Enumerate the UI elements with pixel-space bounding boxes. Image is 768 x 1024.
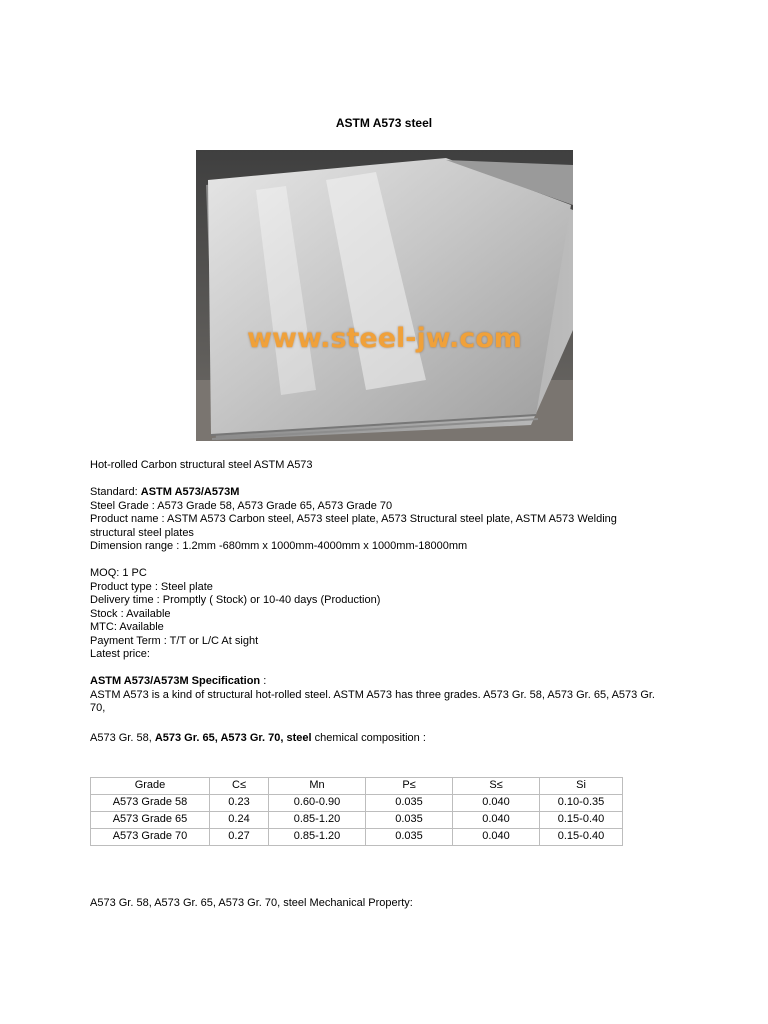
intro-text: Hot-rolled Carbon structural steel ASTM A573 (90, 459, 313, 471)
spec-line: Product name : ASTM A573 Carbon steel, A573 steel plate, A573 Structural steel plate, ASTM A573 Welding (90, 513, 617, 525)
order-info-line: Latest price: (90, 648, 150, 660)
chem-caption-bold: A573 Gr. 65, A573 Gr. 70, steel (154, 732, 312, 744)
chemical-composition-table (90, 777, 623, 846)
standard-label: Standard: (90, 486, 141, 498)
steel-plate-photo (196, 150, 573, 441)
table-cell: 0.15-0.40 (540, 829, 623, 846)
table-header-cell: Grade (91, 778, 210, 795)
table-cell: 0.035 (366, 812, 453, 829)
product-description (90, 459, 690, 746)
standard-value: ASTM A573/A573M (140, 486, 240, 498)
table-header-row (91, 778, 623, 795)
specification-heading (90, 675, 690, 689)
spec-line: structural steel plates (90, 526, 194, 539)
watermark-text: www.steel-jw.com (247, 323, 522, 354)
table-header-cell: Mn (269, 778, 366, 795)
table-cell: 0.040 (453, 795, 540, 812)
table-cell: A573 Grade 65 (91, 812, 210, 829)
table-row (91, 795, 623, 812)
order-info-line: Payment Term : T/T or L/C At sight (90, 634, 259, 647)
table-cell: 0.040 (453, 812, 540, 829)
steel-plate-illustration (196, 150, 573, 441)
specification-heading-suffix: : (260, 675, 267, 687)
order-info-line: MTC: Available (90, 621, 164, 633)
order-info-line: Stock : Available (90, 607, 171, 620)
table-header-cell: C≤ (210, 778, 269, 795)
table-cell: A573 Grade 58 (91, 795, 210, 812)
table-row (91, 812, 623, 829)
specification-heading-text: ASTM A573/A573M Specification (90, 675, 261, 687)
chem-caption-part: A573 Gr. 58, (90, 732, 155, 744)
table-cell: 0.27 (210, 829, 269, 846)
spec-line: Dimension range : 1.2mm -680mm x 1000mm-4000mm x 1000mm-18000mm (90, 540, 468, 552)
table-row (91, 829, 623, 846)
chem-caption-part: chemical composition : (311, 732, 426, 744)
table-cell: 0.040 (453, 829, 540, 846)
table-header-cell: S≤ (453, 778, 540, 795)
table-cell: A573 Grade 70 (91, 829, 210, 846)
chem-caption (90, 732, 690, 746)
mechanical-property-caption: A573 Gr. 58, A573 Gr. 65, A573 Gr. 70, steel Mechanical Property: (90, 897, 413, 909)
table-cell: 0.035 (366, 795, 453, 812)
order-info-line: Product type : Steel plate (90, 580, 213, 593)
specification-text: ASTM A573 is a kind of structural hot-rolled steel. ASTM A573 has three grades. A573 Gr. 58, A573 Gr. 65, A573 Gr. (90, 688, 655, 701)
table-cell: 0.85-1.20 (269, 829, 366, 846)
table-header-cell: P≤ (366, 778, 453, 795)
order-info-line: Delivery time : Promptly ( Stock) or 10-40 days (Production) (90, 594, 381, 606)
table-cell: 0.035 (366, 829, 453, 846)
table-cell: 0.85-1.20 (269, 812, 366, 829)
spec-line: Steel Grade : A573 Grade 58, A573 Grade 65, A573 Grade 70 (90, 499, 393, 512)
specification-text: 70, (90, 702, 106, 714)
table-cell: 0.15-0.40 (540, 812, 623, 829)
table-cell: 0.23 (210, 795, 269, 812)
order-info-line: MOQ: 1 PC (90, 567, 147, 579)
page-title: ASTM A573 steel (335, 116, 433, 130)
table-header-cell: Si (540, 778, 623, 795)
table-cell: 0.10-0.35 (540, 795, 623, 812)
standard-line (90, 486, 690, 500)
table-cell: 0.60-0.90 (269, 795, 366, 812)
table-cell: 0.24 (210, 812, 269, 829)
